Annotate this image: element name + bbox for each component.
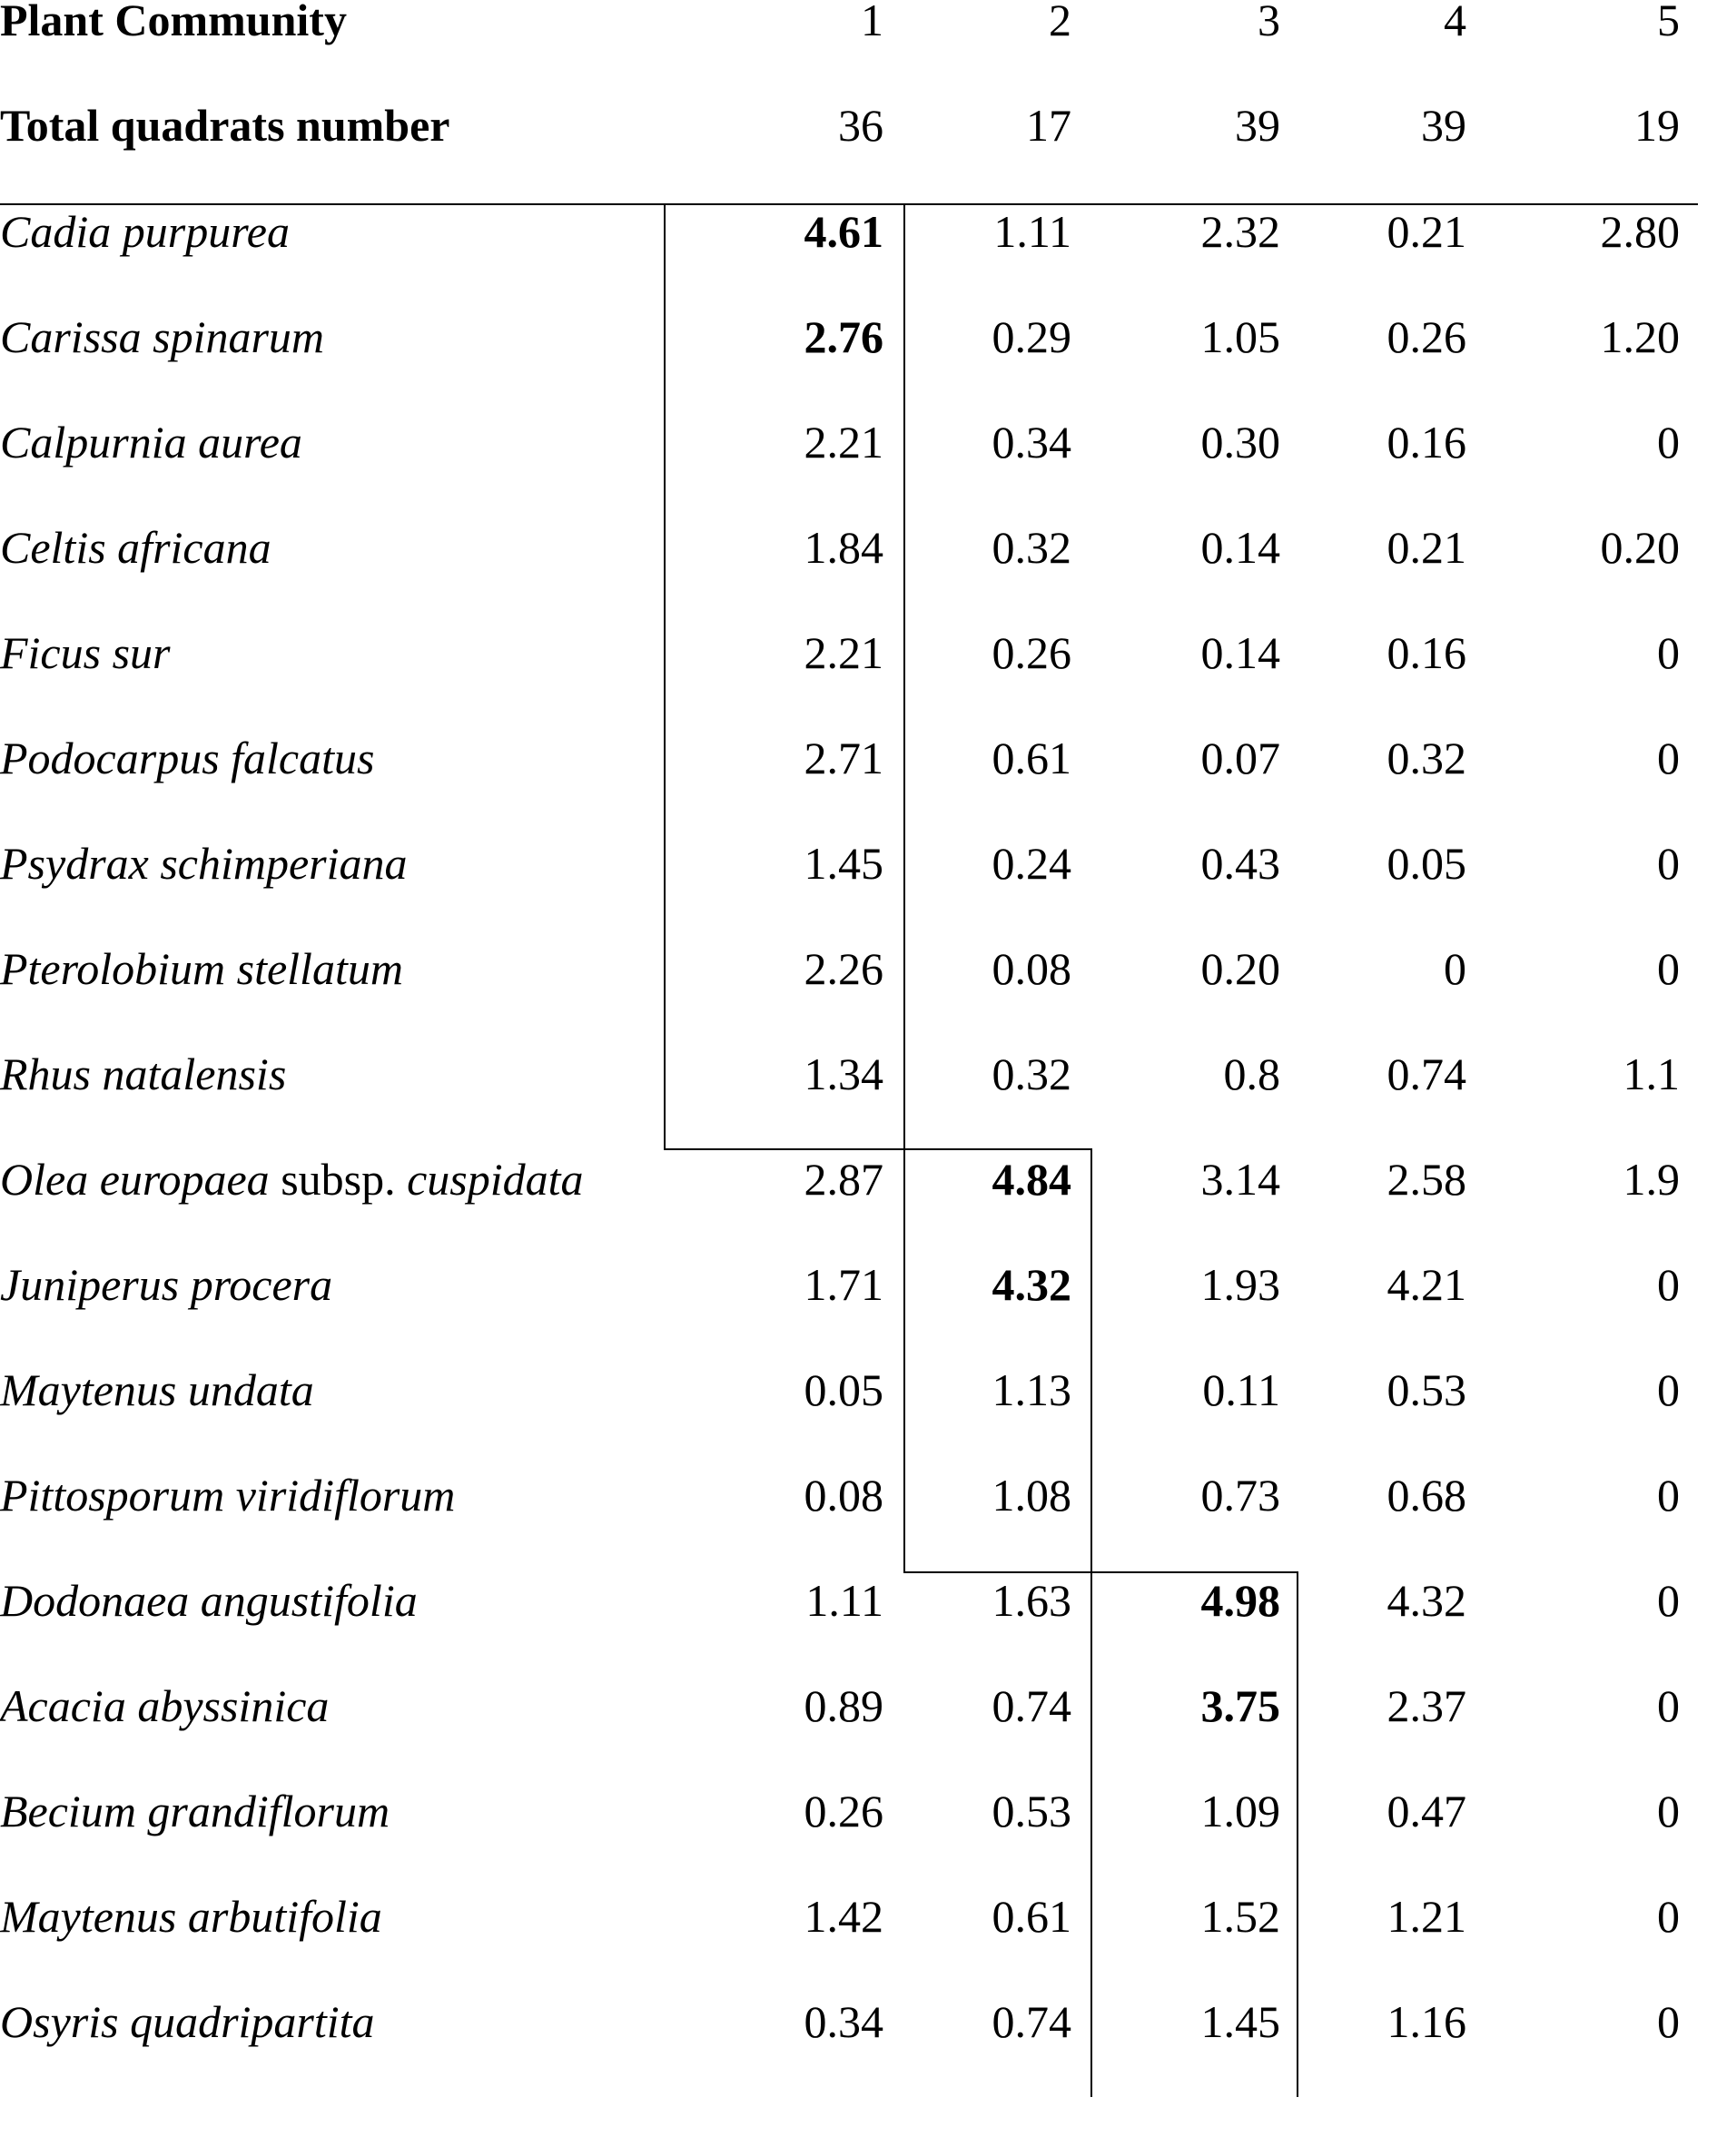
cell-value-3: 1.52 (1200, 1891, 1280, 1942)
table-row (0, 836, 1717, 909)
group-1-bottom-border (664, 1148, 905, 1150)
cell-value-4: 0.47 (1386, 1786, 1466, 1836)
cell-value-1: 0.26 (804, 1786, 883, 1836)
cell-value-1: 1.11 (805, 1575, 883, 1626)
cell-value-3: 3.14 (1200, 1154, 1280, 1205)
column-header-3: 3 (1258, 0, 1280, 45)
column-header-1: 1 (861, 0, 883, 45)
cell-value-5: 1.1 (1623, 1048, 1680, 1099)
cell-value-1: 2.26 (804, 943, 883, 994)
group-2-bottom-border (903, 1571, 1298, 1573)
table-row (0, 1994, 1717, 2067)
cell-value-5: 0 (1657, 1680, 1680, 1731)
cell-value-2: 1.63 (992, 1575, 1071, 1626)
cell-value-3: 0.20 (1200, 943, 1280, 994)
cell-value-2: 1.11 (993, 206, 1071, 257)
cell-value-4: 2.58 (1386, 1154, 1466, 1205)
cell-value-2: 0.74 (992, 1680, 1071, 1731)
cell-value-4: 0.16 (1386, 627, 1466, 678)
group-1-left-border (664, 203, 666, 1150)
cell-value-2: 0.61 (992, 733, 1071, 783)
cell-value-5: 0 (1657, 627, 1680, 678)
cell-value-5: 0 (1657, 1891, 1680, 1942)
cell-value-1: 0.89 (804, 1680, 883, 1731)
species-binomial: Rhus natalensis (0, 1048, 287, 1099)
table-row (0, 310, 1717, 382)
cell-value-1: 2.87 (804, 1154, 883, 1205)
species-binomial: Osyris quadripartita (0, 1996, 375, 2047)
table-row (0, 625, 1717, 698)
cell-value-4: 0.68 (1386, 1470, 1466, 1521)
quadrats-row (0, 98, 1717, 153)
species-binomial: Maytenus undata (0, 1364, 314, 1415)
cell-value-3: 3.75 (1200, 1680, 1280, 1731)
cell-value-4: 0.26 (1386, 311, 1466, 362)
cell-value-5: 0 (1657, 733, 1680, 783)
cell-value-5: 0 (1657, 1470, 1680, 1521)
cell-value-2: 0.53 (992, 1786, 1071, 1836)
cell-value-1: 2.21 (804, 417, 883, 468)
cell-value-3: 1.09 (1200, 1786, 1280, 1836)
cell-value-3: 1.05 (1200, 311, 1280, 362)
quadrats-value-2: 17 (1026, 100, 1071, 151)
cell-value-2: 4.32 (992, 1259, 1071, 1310)
cell-value-2: 0.32 (992, 522, 1071, 573)
species-name (0, 1994, 375, 2049)
cell-value-1: 2.21 (804, 627, 883, 678)
cell-value-3: 1.45 (1200, 1996, 1280, 2047)
cell-value-2: 0.29 (992, 311, 1071, 362)
cell-value-4: 0.21 (1386, 522, 1466, 573)
species-name (0, 731, 374, 785)
header-label: Plant Community (0, 0, 347, 45)
cell-value-5: 1.9 (1623, 1154, 1680, 1205)
cell-value-4: 1.21 (1386, 1891, 1466, 1942)
species-name (0, 1047, 286, 1101)
cell-value-3: 4.98 (1200, 1575, 1280, 1626)
cell-value-3: 2.32 (1200, 206, 1280, 257)
cell-value-3: 0.73 (1200, 1470, 1280, 1521)
species-binomial: Cadia purpurea (0, 206, 290, 257)
cell-value-1: 2.71 (804, 733, 883, 783)
cell-value-4: 1.16 (1386, 1996, 1466, 2047)
cell-value-4: 4.21 (1386, 1259, 1466, 1310)
cell-value-1: 0.34 (804, 1996, 883, 2047)
species-epithet: cuspidata (407, 1154, 584, 1205)
species-name (0, 1257, 332, 1312)
species-binomial: Ficus sur (0, 627, 171, 678)
table-row (0, 1889, 1717, 1962)
species-name (0, 836, 408, 891)
species-name (0, 941, 403, 996)
species-binomial: Podocarpus falcatus (0, 733, 375, 783)
species-binomial: Calpurnia aurea (0, 417, 302, 468)
cell-value-4: 0.53 (1386, 1364, 1466, 1415)
cell-value-3: 0.8 (1223, 1048, 1280, 1099)
cell-value-4: 0.16 (1386, 417, 1466, 468)
cell-value-1: 1.84 (804, 522, 883, 573)
cell-value-4: 0.74 (1386, 1048, 1466, 1099)
cell-value-4: 2.37 (1386, 1680, 1466, 1731)
table-row (0, 1257, 1717, 1330)
cell-value-1: 2.76 (804, 311, 883, 362)
column-header-5: 5 (1657, 0, 1680, 45)
cell-value-1: 1.42 (804, 1891, 883, 1942)
group-2-left-border (903, 203, 905, 1573)
cell-value-3: 0.14 (1200, 627, 1280, 678)
column-header-2: 2 (1049, 0, 1071, 45)
species-binomial: Psydrax schimperiana (0, 838, 408, 889)
table-row (0, 415, 1717, 487)
table-row (0, 1152, 1717, 1225)
quadrats-value-4: 39 (1421, 100, 1466, 151)
column-header-4: 4 (1444, 0, 1466, 45)
cell-value-2: 0.34 (992, 417, 1071, 468)
cell-value-5: 0.20 (1600, 522, 1680, 573)
cell-value-2: 0.26 (992, 627, 1071, 678)
cell-value-1: 0.05 (804, 1364, 883, 1415)
cell-value-1: 0.08 (804, 1470, 883, 1521)
quadrats-label: Total quadrats number (0, 100, 450, 151)
cell-value-5: 2.80 (1600, 206, 1680, 257)
cell-value-2: 0.74 (992, 1996, 1071, 2047)
species-name (0, 415, 302, 469)
header-row (0, 0, 1717, 47)
species-binomial: Juniperus procera (0, 1259, 333, 1310)
cell-value-5: 0 (1657, 838, 1680, 889)
cell-value-2: 0.24 (992, 838, 1071, 889)
cell-value-3: 0.11 (1202, 1364, 1280, 1415)
cell-value-1: 1.71 (804, 1259, 883, 1310)
species-binomial: Dodonaea angustifolia (0, 1575, 418, 1626)
species-name (0, 1889, 382, 1944)
species-name (0, 1679, 329, 1733)
cell-value-2: 0.32 (992, 1048, 1071, 1099)
table-row (0, 520, 1717, 593)
quadrats-value-5: 19 (1634, 100, 1680, 151)
species-binomial: Carissa spinarum (0, 311, 325, 362)
table-row (0, 1468, 1717, 1541)
species-binomial: Celtis africana (0, 522, 271, 573)
species-name (0, 520, 271, 575)
cell-value-3: 0.43 (1200, 838, 1280, 889)
species-name (0, 1152, 584, 1206)
cell-value-1: 1.45 (804, 838, 883, 889)
table-row (0, 204, 1717, 277)
cell-value-5: 0 (1657, 1259, 1680, 1310)
cell-value-4: 0.32 (1386, 733, 1466, 783)
table-row (0, 1363, 1717, 1435)
table-row (0, 1573, 1717, 1646)
cell-value-5: 0 (1657, 1364, 1680, 1415)
table-row (0, 1679, 1717, 1751)
species-binomial: Becium grandiflorum (0, 1786, 390, 1836)
cell-value-2: 1.13 (992, 1364, 1071, 1415)
species-binomial: Pittosporum viridiflorum (0, 1470, 456, 1521)
species-name (0, 625, 171, 680)
cell-value-4: 0 (1444, 943, 1466, 994)
species-name (0, 1468, 455, 1522)
cell-value-2: 1.08 (992, 1470, 1071, 1521)
cell-value-2: 4.84 (992, 1154, 1071, 1205)
cell-value-5: 0 (1657, 1996, 1680, 2047)
cell-value-3: 0.07 (1200, 733, 1280, 783)
species-name (0, 1784, 390, 1838)
table-row (0, 1047, 1717, 1119)
cell-value-2: 0.08 (992, 943, 1071, 994)
species-name (0, 1573, 418, 1628)
species-binomial: Maytenus arbutifolia (0, 1891, 382, 1942)
cell-value-5: 1.20 (1600, 311, 1680, 362)
header-rule (0, 203, 1698, 205)
table-row (0, 941, 1717, 1014)
cell-value-1: 1.34 (804, 1048, 883, 1099)
quadrats-value-3: 39 (1235, 100, 1280, 151)
group-3-right-border (1297, 1571, 1298, 2097)
species-name (0, 204, 290, 259)
cell-value-5: 0 (1657, 1575, 1680, 1626)
species-name (0, 1363, 314, 1417)
species-binomial: Acacia abyssinica (0, 1680, 330, 1731)
cell-value-4: 4.32 (1386, 1575, 1466, 1626)
table-row (0, 731, 1717, 803)
quadrats-value-1: 36 (838, 100, 883, 151)
cell-value-5: 0 (1657, 1786, 1680, 1836)
cell-value-3: 0.14 (1200, 522, 1280, 573)
cell-value-5: 0 (1657, 943, 1680, 994)
cell-value-3: 1.93 (1200, 1259, 1280, 1310)
cell-value-4: 0.05 (1386, 838, 1466, 889)
cell-value-2: 0.61 (992, 1891, 1071, 1942)
group-2-top-border (903, 1148, 1092, 1150)
species-binomial: Olea europaea (0, 1154, 270, 1205)
species-binomial: Pterolobium stellatum (0, 943, 403, 994)
cell-value-4: 0.21 (1386, 206, 1466, 257)
species-name (0, 310, 324, 364)
cell-value-3: 0.30 (1200, 417, 1280, 468)
table-row (0, 1784, 1717, 1856)
cell-value-5: 0 (1657, 417, 1680, 468)
group-2-right-border (1090, 1148, 1092, 2097)
species-rank: subsp. (281, 1154, 396, 1205)
cell-value-1: 4.61 (804, 206, 883, 257)
